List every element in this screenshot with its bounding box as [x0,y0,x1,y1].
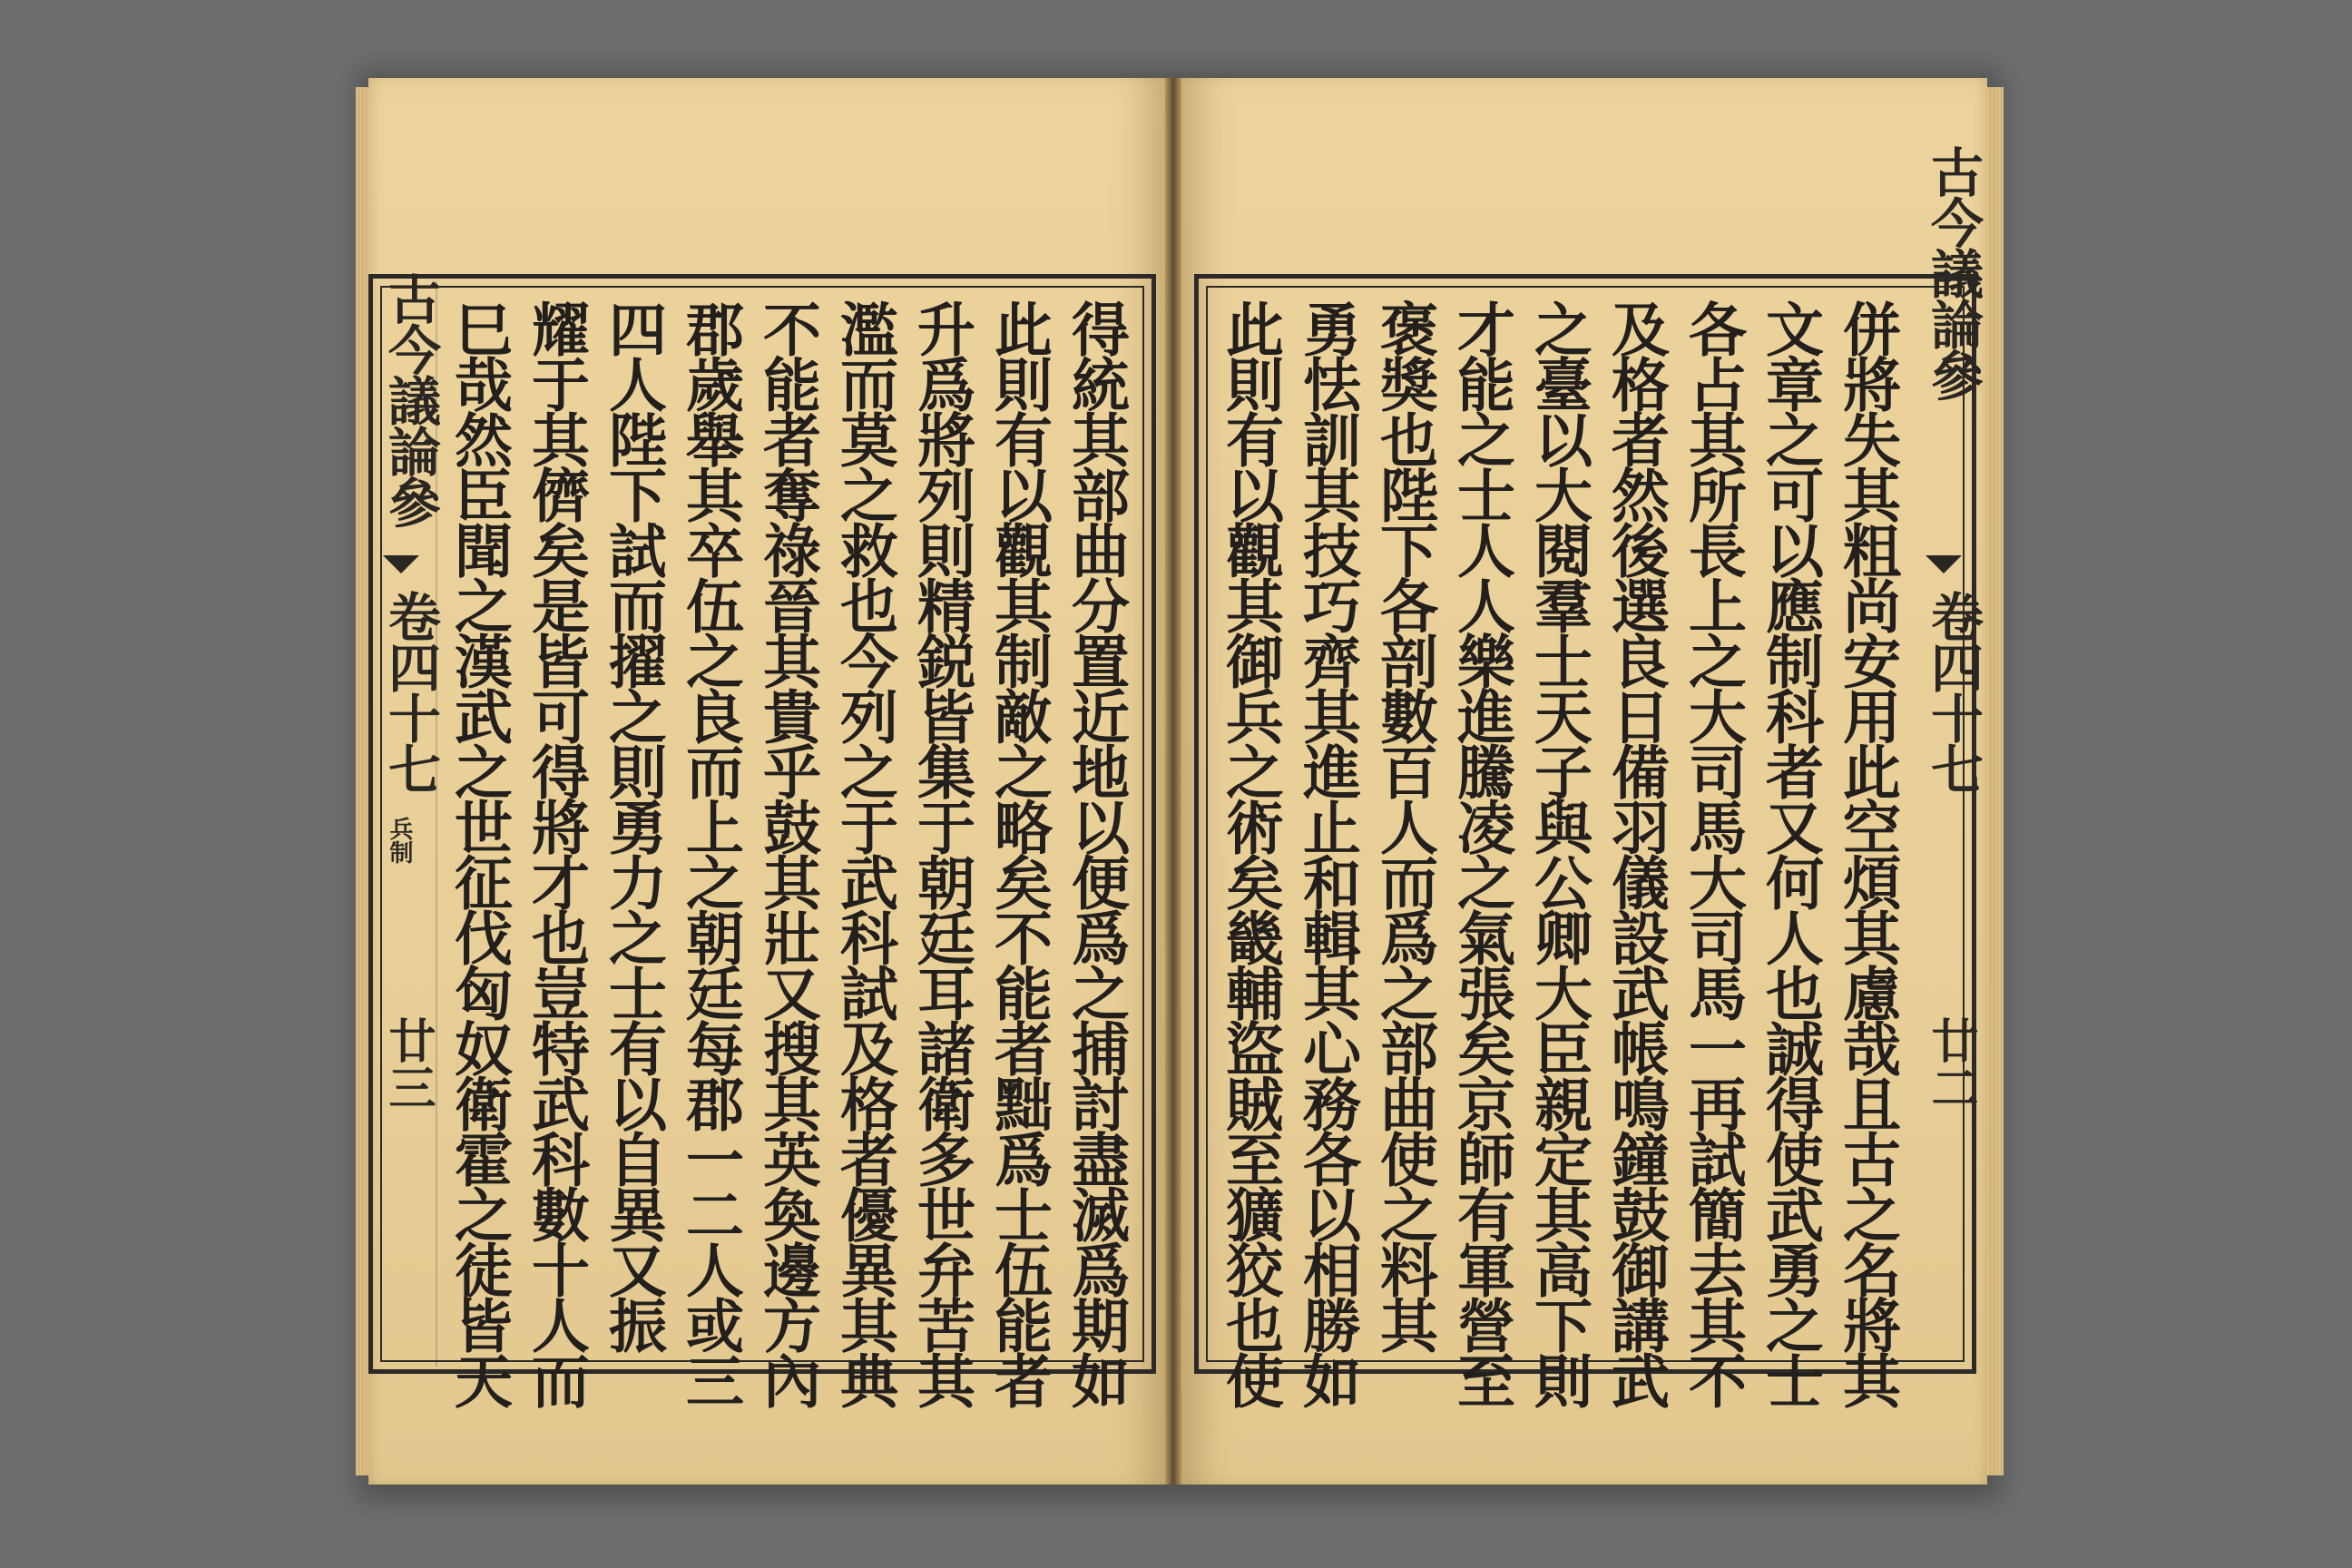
left-margin-section: 兵制 [386,817,413,864]
column-rule [436,281,437,1367]
right-column-8: 勇怯訓其技巧齊其進止和輯其心務各以相勝如 [1293,299,1361,1406]
left-column-4: 濫而莫之救也今列之于武科試及格者優異其典 [830,299,898,1406]
right-column-6: 才能之士人人樂進騰凌之氣張矣京師有軍營至 [1447,299,1515,1406]
left-margin-page-number: 廿三 [380,1016,436,1111]
right-column-7: 褒獎也陛下各剖數百人而爲之部曲使之料其 [1370,299,1438,1351]
left-column-7: 四人陛下試而擢之則勇力之士有以自異又振 [599,299,667,1351]
left-column-9: 巳哉然臣聞之漢武之世征伐匈奴衛霍之徒皆天 [445,299,513,1406]
right-margin-title: 古今議論參 [1922,145,1984,399]
right-column-2: 文章之可以應制科者又何人也誠得使武勇之士 [1756,299,1824,1406]
left-column-8: 耀于其儕矣是皆可得將才也豈特武科數十人而 [522,299,590,1406]
left-margin-volume: 卷四十七 [379,590,441,793]
right-margin-volume: 卷四十七 [1922,590,1984,793]
left-column-5: 不能者奪祿晉其貴乎鼓其壯又搜其英奐邊方內 [753,299,821,1406]
right-column-3: 各占其所長上之大司馬大司馬一再試簡去其不 [1679,299,1747,1406]
left-column-3: 升爲將列則精鋭皆集于朝廷耳諸衛多世弁苦其 [907,299,975,1406]
book-gutter [1165,78,1181,1485]
left-column-1: 得統其部曲分置近地以便爲之捕討盡滅爲期如 [1062,299,1130,1406]
left-column-6: 郡歲舉其卒伍之良而上之朝廷每郡一二人或三 [676,299,744,1406]
right-column-1: 併將失其粗尚安用此空煩其慮哉且古之名將其 [1833,299,1901,1406]
left-column-2: 此則有以觀其制敵之略矣不能者黜爲士伍能者 [985,299,1053,1406]
right-column-9: 此則有以觀其御兵之術矣畿輔盜賊至獷狡也使 [1216,299,1284,1406]
right-column-4: 及格者然後選良日備羽儀設武帳鳴鐘鼓御講武 [1602,299,1670,1406]
right-margin-page-number: 廿二 [1923,1016,1978,1111]
right-column-5: 之臺以大閱羣士天子與公卿大臣親定其高下則 [1524,299,1592,1406]
left-margin-title: 古今議論參 [379,272,441,526]
